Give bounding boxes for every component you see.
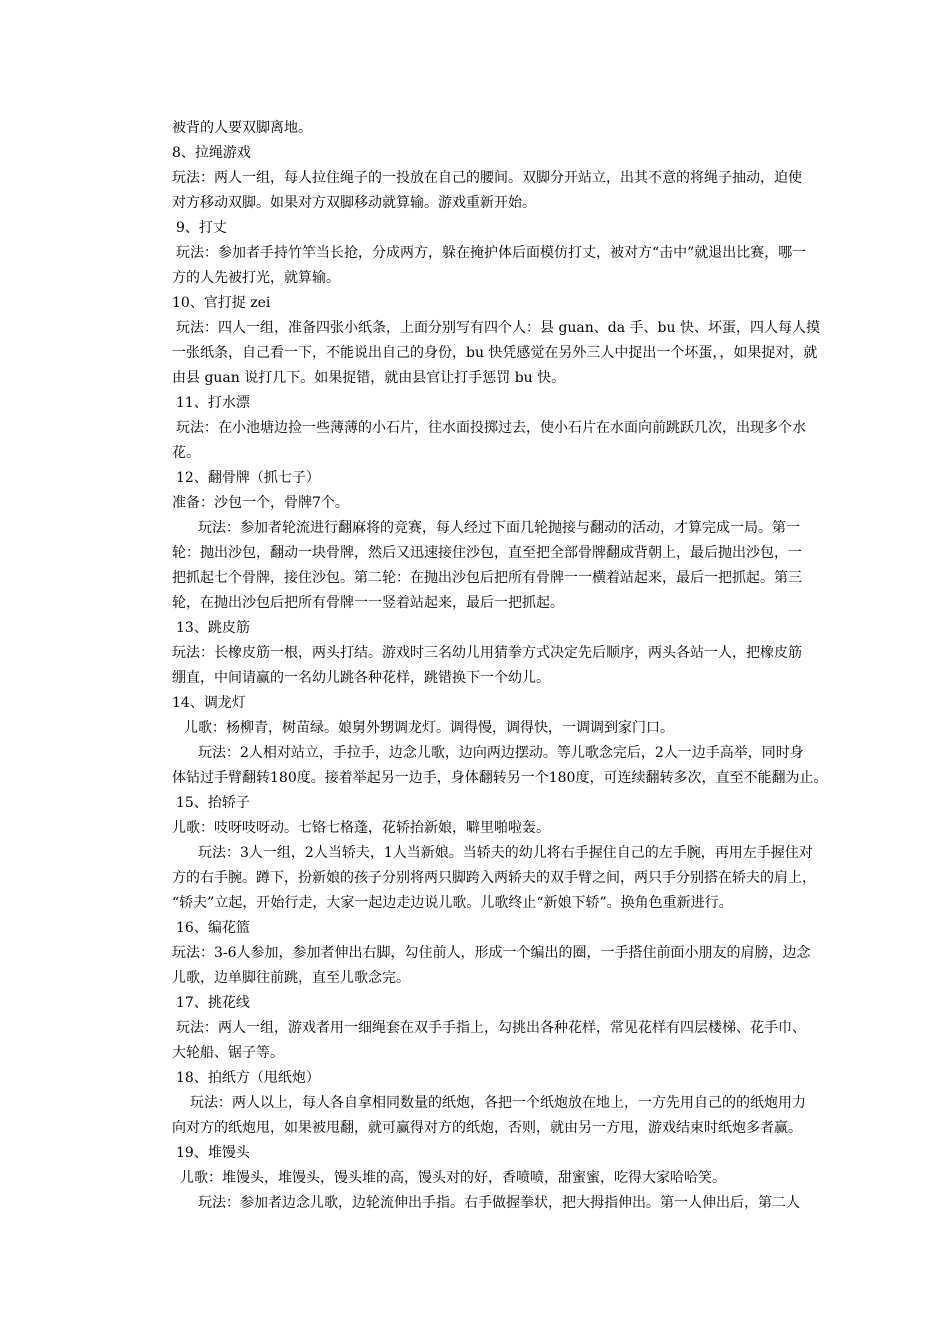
text-line: 大轮船、锯子等。 [172,1045,284,1061]
text-line: 玩法：3人一组，2人当轿夫，1人当新娘。当轿夫的幼儿将右手握住自己的左手腕，再用左手握住对 [198,845,813,861]
section-heading: 11、打水漂 [176,395,250,411]
text-line: 玩法：参加者手持竹竿当长抢，分成两方，躲在掩护体后面模仿打丈，被对方“击中”就退出比赛，哪一 [176,245,807,261]
text-line: 玩法：3-6人参加，参加者伸出右脚，勾住前人，形成一个编出的圈，一手搭住前面小朋友的肩膀，边念 [172,945,811,961]
section-heading: 17、挑花线 [176,995,250,1011]
text-line: 玩法：在小池塘边捡一些薄薄的小石片，往水面投掷过去，使小石片在水面向前跳跃几次，出现多个水 [176,420,806,436]
text-line: 方的右手腕。蹲下，扮新娘的孩子分别将两只脚跨入两轿夫的双手臂之间，两只手分别搭在轿夫的肩上， [172,870,816,886]
section-heading: 9、打丈 [176,220,227,236]
section-heading: 16、编花篮 [176,920,250,936]
text-line: 由县 guan 说打几下。如果捉错，就由县官让打手惩罚 bu 快。 [172,370,566,386]
section-heading: 19、堆馒头 [176,1145,250,1161]
text-line: 玩法：两人一组，每人拉住绳子的一投放在自己的腰间。双脚分开站立，出其不意的将绳子抽动，迫使 [172,170,802,186]
text-line: 玩法：四人一组，准备四张小纸条，上面分别写有四个人：县 guan、da 手、bu 快、坏蛋，四人每人摸 [176,320,820,336]
text-line: 绷直，中间请赢的一名幼儿跳各种花样，跳错换下一个幼儿。 [172,670,550,686]
text-line: 玩法：长橡皮筋一根，两头打结。游戏时三名幼儿用猜拳方式决定先后顺序，两头各站一人，把橡皮筋 [172,645,802,661]
text-line: 向对方的纸炮甩，如果被甩翻，就可赢得对方的纸炮，否则，就由另一方甩，游戏结束时纸炮多者赢。 [172,1120,802,1136]
text-line: 轮：抛出沙包，翻动一块骨牌，然后又迅速接住沙包，直至把全部骨牌翻成背朝上，最后抛出沙包，一 [172,545,802,561]
section-heading: 12、翻骨牌（抓七子） [176,470,320,486]
text-line: 儿歌：吱呀吱呀动。七铬七格蓬，花轿抬新娘，噼里啪啦轰。 [172,820,550,836]
text-line: 玩法：2人相对站立，手拉手，边念儿歌，边向两边摆动。等儿歌念完后，2人一边手高举，同时身 [198,745,804,761]
section-heading: 15、抬轿子 [176,795,250,811]
section-heading: 10、官打捉 zei [172,295,271,311]
text-line: 儿歌，边单脚往前跳，直至儿歌念完。 [172,970,410,986]
text-line: 花。 [172,445,200,461]
text-line: 玩法：两人以上，每人各自拿相同数量的纸炮，各把一个纸炮放在地上，一方先用自己的的纸炮用力 [190,1095,806,1111]
text-line: 轮，在抛出沙包后把所有骨牌一一竖着站起来，最后一把抓起。 [172,595,564,611]
text-line: 一张纸条，自己看一下，不能说出自己的身份，bu 快凭感觉在另外三人中捉出一个坏蛋，，如果捉对，就 [172,345,818,361]
text-line: 玩法：参加者边念儿歌，边轮流伸出手指。右手做握拳状，把大拇指伸出。第一人伸出后，第二人 [198,1195,800,1211]
text-line: 儿歌：堆馒头，堆馒头，馒头堆的高，馒头对的好，香喷喷，甜蜜蜜，吃得大家哈哈笑。 [180,1170,726,1186]
text-line: 玩法：两人一组，游戏者用一细绳套在双手手指上，勾挑出各种花样，常见花样有四层楼梯、花手巾、 [176,1020,806,1036]
document-page [172,116,827,1216]
text-line: 被背的人要双脚离地。 [172,120,312,136]
section-heading: 14、调龙灯 [172,695,246,711]
text-line: 方的人先被打光，就算输。 [172,270,340,286]
text-line: 准备：沙包一个，骨牌7个。 [172,495,349,511]
text-line: 对方移动双脚。如果对方双脚移动就算输。游戏重新开始。 [172,195,536,211]
section-heading: 13、跳皮筋 [176,620,250,636]
text-line: 玩法：参加者轮流进行翻麻将的竞赛，每人经过下面几轮抛接与翻动的活动，才算完成一局。第一 [198,520,800,536]
text-line: 把抓起七个骨牌，接住沙包。第二轮：在抛出沙包后把所有骨牌一一横着站起来，最后一把抓起。第三 [172,570,802,586]
text-line: 儿歌：杨柳青，树苗绿。娘舅外甥调龙灯。调得慢，调得快，一调调到家门口。 [184,720,674,736]
section-heading: 8、拉绳游戏 [172,145,251,161]
text-line: 体钻过手臂翻转180度。接着举起另一边手，身体翻转另一个180度，可连续翻转多次，直至不能翻为止。 [172,770,827,786]
section-heading: 18、拍纸方（甩纸炮） [176,1070,320,1086]
text-line: “轿夫”立起，开始行走，大家一起边走边说儿歌。儿歌终止“新娘下轿”。换角色重新进行。 [172,895,733,911]
